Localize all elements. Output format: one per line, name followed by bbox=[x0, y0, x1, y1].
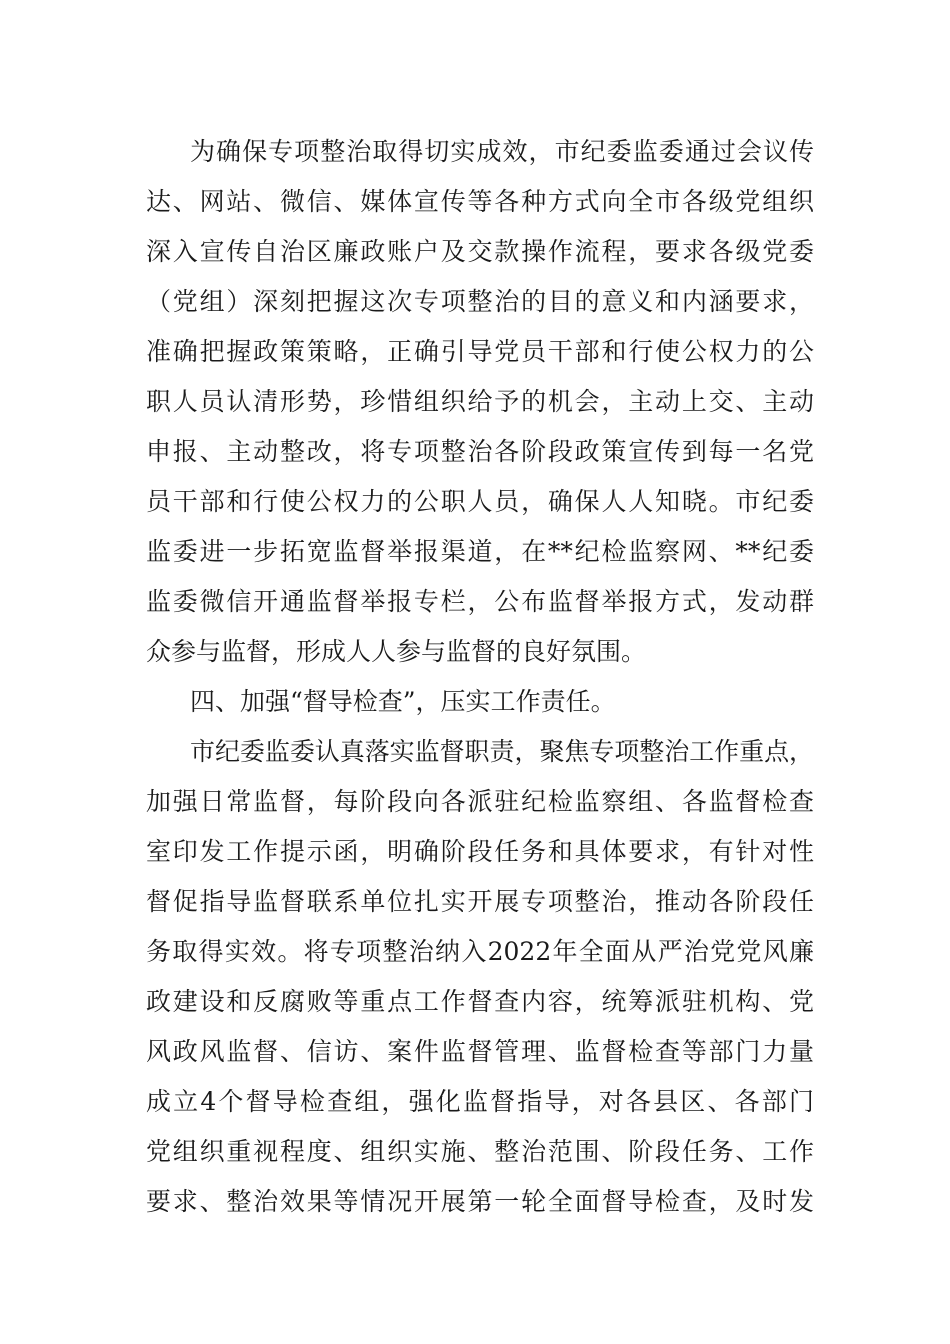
paragraph-line: 众参与监督，形成人人参与监督的良好氛围。 bbox=[146, 637, 647, 666]
paragraph-line: 政建设和反腐败等重点工作督查内容，统筹派驻机构、党 bbox=[146, 987, 814, 1016]
paragraph-line: 监委进一步拓宽监督举报渠道，在**纪检监察网、**纪委 bbox=[146, 537, 814, 566]
section-heading: 四、加强“督导检查”，压实工作责任。 bbox=[190, 687, 616, 716]
paragraph-line: 市纪委监委认真落实监督职责，聚焦专项整治工作重点， bbox=[190, 737, 815, 766]
paragraph-line: 成立4个督导检查组，强化监督指导，对各县区、各部门 bbox=[146, 1087, 814, 1116]
body-text bbox=[146, 127, 814, 1227]
paragraph-line: 要求、整治效果等情况开展第一轮全面督导检查，及时发 bbox=[146, 1187, 814, 1216]
paragraph-line: 职人员认清形势，珍惜组织给予的机会，主动上交、主动 bbox=[146, 387, 814, 416]
paragraph-line: 党组织重视程度、组织实施、整治范围、阶段任务、工作 bbox=[146, 1137, 814, 1166]
paragraph-line: （党组）深刻把握这次专项整治的目的意义和内涵要求， bbox=[146, 287, 814, 316]
paragraph-line: 务取得实效。将专项整治纳入2022年全面从严治党党风廉 bbox=[146, 937, 814, 966]
paragraph-line: 风政风监督、信访、案件监督管理、监督检查等部门力量 bbox=[146, 1037, 814, 1066]
paragraph-line: 室印发工作提示函，明确阶段任务和具体要求，有针对性 bbox=[146, 837, 814, 866]
paragraph-line: 加强日常监督，每阶段向各派驻纪检监察组、各监督检查 bbox=[146, 787, 814, 816]
paragraph-line: 深入宣传自治区廉政账户及交款操作流程，要求各级党委 bbox=[146, 237, 814, 266]
paragraph-line: 监委微信开通监督举报专栏，公布监督举报方式，发动群 bbox=[146, 587, 814, 616]
paragraph-line: 准确把握政策策略，正确引导党员干部和行使公权力的公 bbox=[146, 337, 814, 366]
paragraph-line: 员干部和行使公权力的公职人员，确保人人知晓。市纪委 bbox=[146, 487, 814, 516]
paragraph-line: 申报、主动整改，将专项整治各阶段政策宣传到每一名党 bbox=[146, 437, 814, 466]
paragraph-line: 达、网站、微信、媒体宣传等各种方式向全市各级党组织 bbox=[146, 187, 814, 216]
paragraph-line: 为确保专项整治取得切实成效，市纪委监委通过会议传 bbox=[190, 137, 814, 166]
paragraph-line: 督促指导监督联系单位扎实开展专项整治，推动各阶段任 bbox=[146, 887, 814, 916]
